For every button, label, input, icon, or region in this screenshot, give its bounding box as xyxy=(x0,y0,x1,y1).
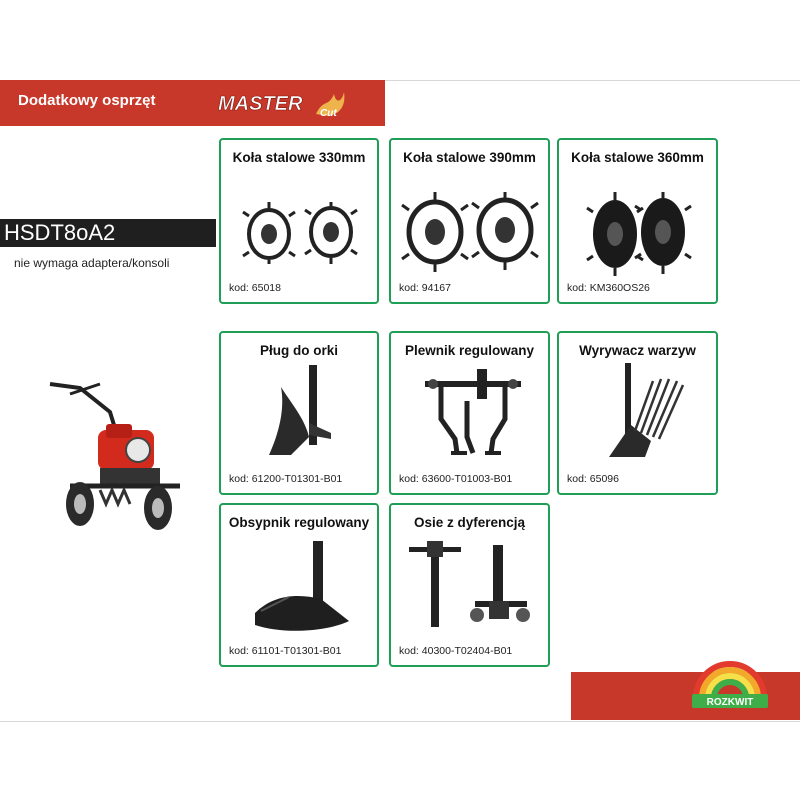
weeder-icon xyxy=(417,367,527,457)
model-name: HSDT8oA2 xyxy=(0,219,216,247)
differential-axle-icon xyxy=(405,539,539,631)
accessory-card-hiller[interactable] xyxy=(219,503,379,667)
accessory-card-vegetable-digger[interactable] xyxy=(557,331,718,495)
accessory-code: kod: 61101-T01301-B01 xyxy=(229,645,342,657)
accessory-title: Obsypnik regulowany xyxy=(228,515,370,530)
tiller-image xyxy=(40,378,190,538)
accessory-title: Koła stalowe 390mm xyxy=(403,150,536,165)
accessory-title: Pług do orki xyxy=(259,343,338,358)
svg-text:Cut: Cut xyxy=(320,108,337,119)
accessory-title: Osie z dyferencją xyxy=(413,515,526,530)
accessory-card-steel-wheels-360[interactable] xyxy=(557,138,718,304)
accessory-title: Koła stalowe 330mm xyxy=(232,150,366,165)
accessory-code: kod: 94167 xyxy=(399,282,451,294)
accessory-code: kod: 63600-T01003-B01 xyxy=(399,473,513,485)
accessory-title: Wyrywacz warzyw xyxy=(579,343,696,358)
model-note: nie wymaga adaptera/konsoli xyxy=(14,256,170,270)
vegetable-digger-icon xyxy=(595,361,685,461)
header-title: Dodatkowy osprzęt xyxy=(18,92,156,109)
master-cut-logo xyxy=(216,88,356,120)
steel-wheels-icon xyxy=(401,192,541,272)
rozkwit-logo xyxy=(688,654,772,714)
steel-wheels-icon xyxy=(239,202,363,264)
accessory-title: Plewnik regulowany xyxy=(404,343,535,358)
svg-text:ROZKWIT: ROZKWIT xyxy=(706,697,754,708)
accessory-code: kod: 65096 xyxy=(567,473,619,485)
accessory-code: kod: 61200-T01301-B01 xyxy=(229,473,343,485)
accessory-code: kod: KM360OS26 xyxy=(567,282,650,294)
accessory-code: kod: 40300-T02404-B01 xyxy=(399,645,513,657)
accessory-code: kod: 65018 xyxy=(229,282,281,294)
accessory-card-weeder[interactable] xyxy=(389,331,550,495)
accessory-card-steel-wheels-330[interactable] xyxy=(219,138,379,304)
hiller-icon xyxy=(249,539,353,637)
plough-icon xyxy=(261,363,341,459)
svg-text:MASTER: MASTER xyxy=(218,93,303,115)
accessory-title: Koła stalowe 360mm xyxy=(571,150,704,165)
accessory-card-plough[interactable] xyxy=(219,331,379,495)
steel-wheels-icon xyxy=(585,192,695,276)
accessory-card-differential-axle[interactable] xyxy=(389,503,550,667)
accessory-card-steel-wheels-390[interactable] xyxy=(389,138,550,304)
